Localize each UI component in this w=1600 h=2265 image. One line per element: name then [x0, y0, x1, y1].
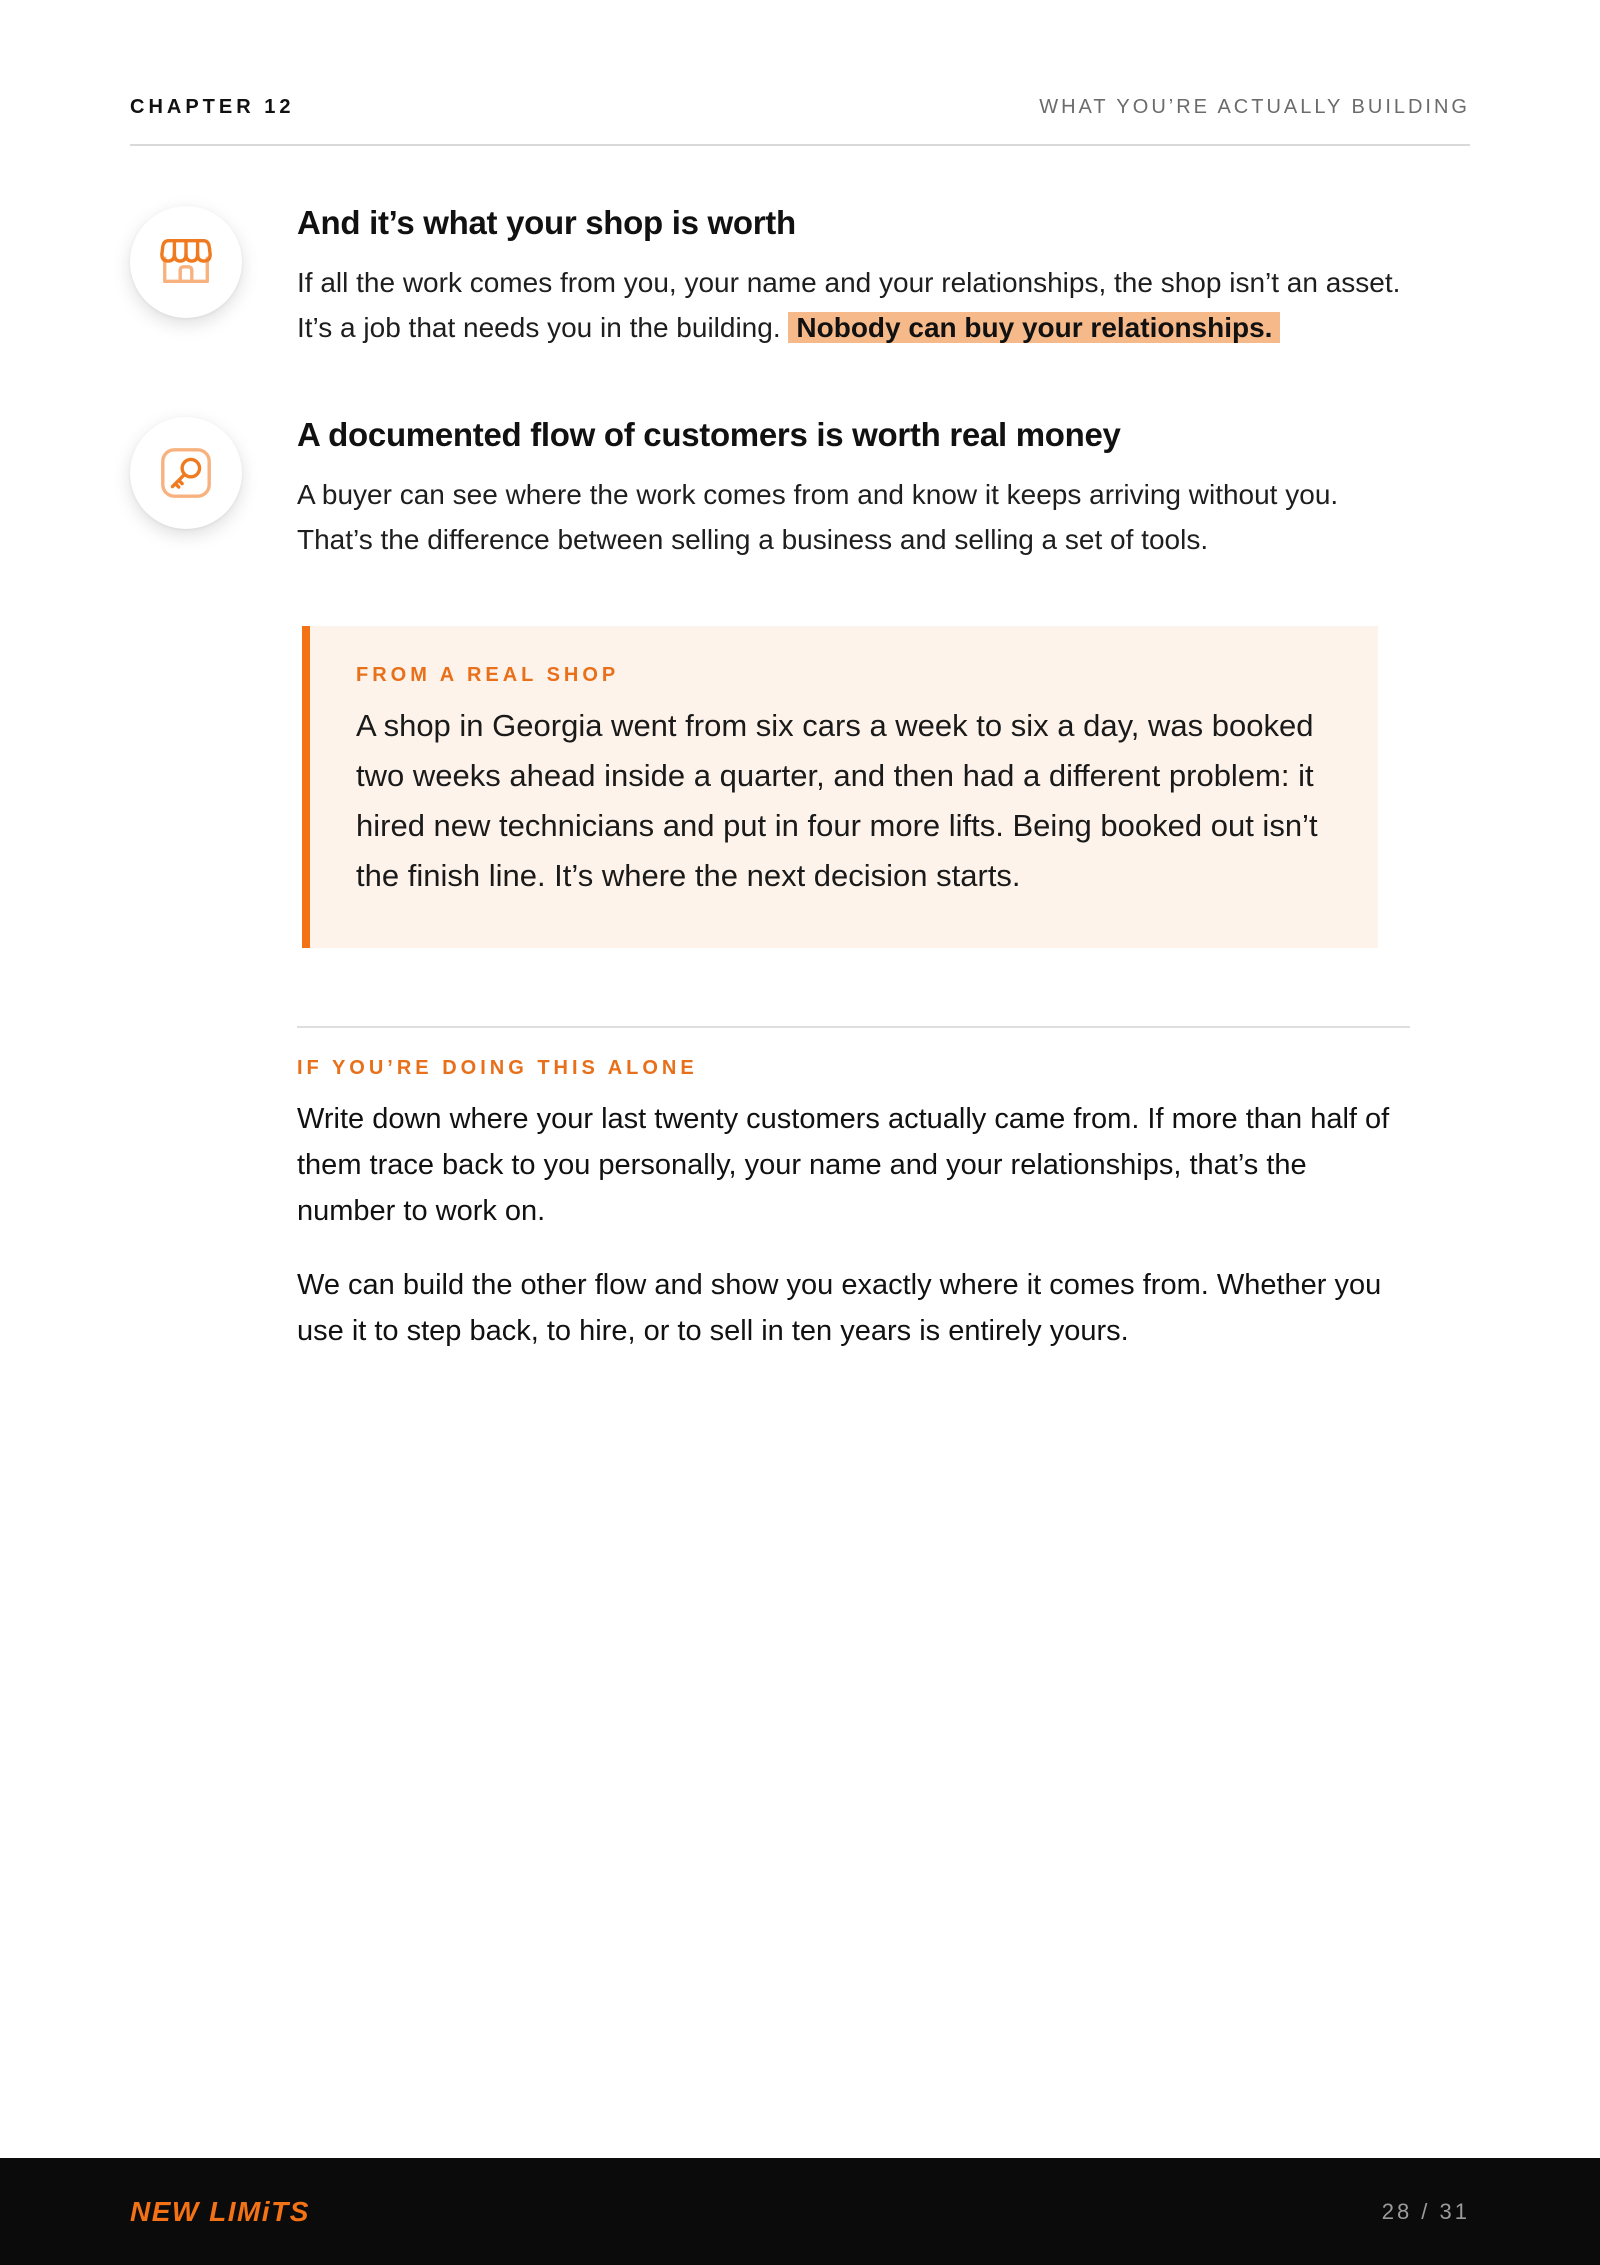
page-footer [0, 2158, 1600, 2265]
running-header [130, 96, 1470, 146]
solo-kicker: IF YOU’RE DOING THIS ALONE [297, 1057, 698, 1079]
point-shop-worth [297, 204, 1417, 350]
chapter-label: CHAPTER 12 [130, 96, 295, 118]
callout-body: A shop in Georgia went from six cars a week to six a day, was booked two weeks ahead inside a quarter, and then had a different problem: it hired new technicians and put in four more lifts. Being booked out isn’t the finish line. It’s where the next decision starts. [356, 708, 1318, 893]
storefront-icon [157, 233, 215, 291]
real-shop-callout [302, 626, 1378, 948]
highlighted-sentence: Nobody can buy your relationships. [788, 312, 1280, 343]
brand-logo: NEW LIMiTS [130, 2196, 310, 2227]
point-title: A documented flow of customers is worth real money [297, 416, 1121, 453]
solo-paragraph: We can build the other flow and show you exactly where it comes from. Whether you use it to step back, to hire, or to sell in ten years is entirely yours. [297, 1269, 1382, 1347]
doing-this-alone-section [297, 1026, 1410, 1382]
section-label: WHAT YOU’RE ACTUALLY BUILDING [1039, 96, 1470, 118]
point-title: And it’s what your shop is worth [297, 204, 796, 241]
callout-kicker: FROM A REAL SHOP [356, 664, 620, 686]
storefront-icon-badge [130, 206, 242, 318]
point-documented-flow [297, 416, 1417, 562]
point-body-text: If all the work comes from you, your name and your relationships, the shop isn’t an asset. It’s a job that needs you in the building. [297, 267, 1401, 343]
page-number: 28 / 31 [1381, 2199, 1470, 2224]
key-icon-badge [130, 417, 242, 529]
solo-paragraph: Write down where your last twenty customers actually came from. If more than half of them trace back to you personally, your name and your relationships, that’s the number to work on. [297, 1103, 1390, 1227]
key-icon [157, 444, 215, 502]
point-body: A buyer can see where the work comes from and know it keeps arriving without you. That’s the difference between selling a business and selling a set of tools. [297, 479, 1339, 555]
point-body [297, 260, 1417, 350]
